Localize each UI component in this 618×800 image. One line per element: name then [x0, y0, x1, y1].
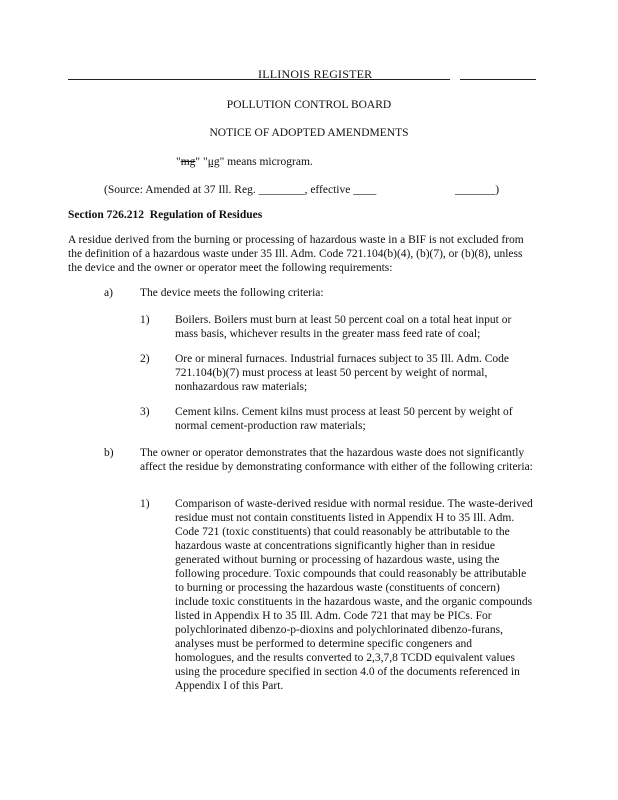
b-item-1-label: 1)	[140, 498, 150, 510]
notice-title: NOTICE OF ADOPTED AMENDMENTS	[209, 127, 409, 139]
definition-mid-quote: "	[195, 156, 201, 168]
section-title: Regulation of Residues	[149, 209, 263, 221]
board-title: POLLUTION CONTROL BOARD	[226, 99, 392, 111]
definition-quote-close: "	[219, 156, 225, 168]
section-number: Section 726.212	[68, 209, 145, 221]
definition-open-quote: "	[176, 156, 181, 168]
subsection-a-label: a)	[104, 287, 113, 299]
header-rule-left	[68, 79, 230, 80]
a-item-2-text: Ore or mineral furnaces. Industrial furnaces subject to 35 Ill. Adm. Code 721.104(b)(7) must process at least 50 percent by weight of normal, nonhazardous raw materials;	[175, 353, 510, 393]
intro-paragraph: A residue derived from the burning or processing of hazardous waste in a BIF is not excluded from the definition of a hazardous waste under 35 Ill. Adm. Code 721.104(b)(4), (b)(7), or (b)(8), unless the device and the owner or operator meet the following requirements:	[68, 234, 524, 274]
a-item-1-text: Boilers. Boilers must burn at least 50 percent coal on a total heat input or mass basis, whichever results in the greater mass feed rate of coal;	[175, 314, 512, 340]
section-heading	[68, 208, 262, 222]
definition-inserted-unit: μg	[207, 156, 220, 168]
subsection-b-text: The owner or operator demonstrates that the hazardous waste does not significantly affect the residue by demonstrating conformance with either of the following criteria:	[140, 447, 533, 473]
subsection-a-text: The device meets the following criteria:	[140, 287, 324, 299]
header-rule-right	[460, 79, 536, 80]
definition-struck-unit: mg	[180, 156, 196, 168]
definition-quote-open: "	[202, 156, 208, 168]
subsection-b-label: b)	[104, 447, 114, 459]
a-item-3-text: Cement kilns. Cement kilns must process at least 50 percent by weight of normal cement-production raw materials;	[175, 406, 513, 432]
a-item-1-label: 1)	[140, 314, 150, 326]
source-line-close: _______)	[455, 184, 500, 196]
register-title: ILLINOIS REGISTER	[258, 67, 373, 81]
a-item-2-label: 2)	[140, 353, 150, 365]
definition-rest: means microgram.	[224, 156, 313, 168]
source-line: (Source: Amended at 37 Ill. Reg. ________, effective ____	[104, 184, 377, 196]
definition-line	[176, 155, 313, 169]
a-item-3-label: 3)	[140, 406, 150, 418]
b-item-1-text: Comparison of waste-derived residue with normal residue. The waste-derived residue must not contain constituents listed in Appendix H to 35 Ill. Adm. Code 721 (toxic constituents) that could reasonably be attributable to the hazardous waste at concentrations significantly higher than in residue generated without burning or processing of hazardous waste, using the following procedure. Toxic compounds that could reasonably be attributable to burning or processing the hazardous waste (constituents of concern) include toxic constituents in the hazardous waste, and the organic compounds listed in Appendix H to 35 Ill. Adm. Code 721 that may be PICs. For polychlorinated dibenzo-p-dioxins and polychlorinated dibenzo-furans, analyses must be performed to determine specific congeners and homologues, and the results converted to 2,3,7,8 TCDD equivalent values using the procedure specified in section 4.0 of the documents referenced in Appendix I of this Part.	[175, 498, 533, 692]
